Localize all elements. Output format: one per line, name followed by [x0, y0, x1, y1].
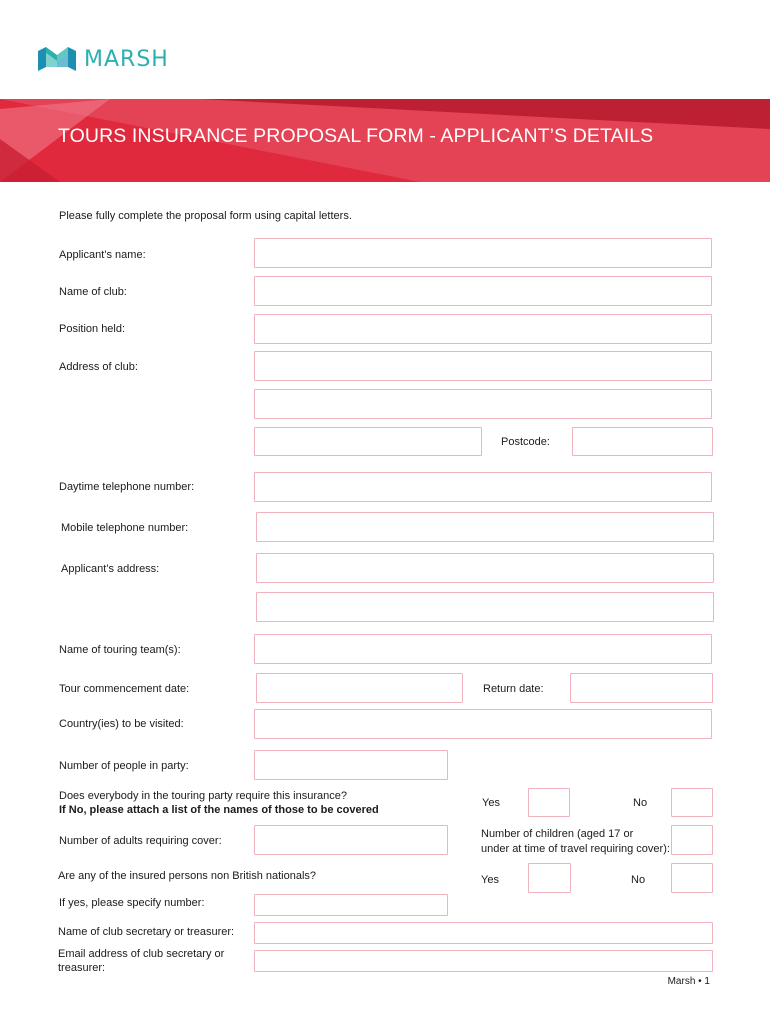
page-title: TOURS INSURANCE PROPOSAL FORM - APPLICANT’S DETAILS	[58, 125, 654, 147]
position-label: Position held:	[59, 323, 126, 335]
adults-label: Number of adults requiring cover:	[59, 835, 222, 847]
email-label-line2: treasurer:	[58, 962, 106, 974]
intro-text: Please fully complete the proposal form using capital letters.	[59, 210, 352, 222]
mobile-phone-field[interactable]	[256, 512, 714, 542]
club-name-field[interactable]	[254, 276, 712, 306]
secretary-name-field[interactable]	[254, 922, 713, 944]
non-british-no-box[interactable]	[671, 863, 713, 893]
countries-field[interactable]	[254, 709, 712, 739]
club-address-field-2[interactable]	[254, 389, 712, 419]
secretary-name-label: Name of club secretary or treasurer:	[58, 926, 235, 938]
club-address-field-1[interactable]	[254, 351, 712, 381]
email-field[interactable]	[254, 950, 713, 972]
marsh-logo-icon	[38, 47, 76, 71]
children-label-line1: Number of children (aged 17 or	[481, 828, 634, 840]
touring-team-label: Name of touring team(s):	[59, 644, 181, 656]
specify-number-field[interactable]	[254, 894, 448, 916]
commencement-date-field[interactable]	[256, 673, 463, 703]
require-yes-box[interactable]	[528, 788, 570, 817]
non-british-no-label: No	[631, 874, 646, 886]
club-address-field-3[interactable]	[254, 427, 482, 456]
position-field[interactable]	[254, 314, 712, 344]
page-footer: Marsh • 1	[667, 976, 710, 987]
applicant-address-field-1[interactable]	[256, 553, 714, 583]
countries-label: Country(ies) to be visited:	[59, 718, 184, 730]
applicant-name-field[interactable]	[254, 238, 712, 268]
children-label-line2: under at time of travel requiring cover):	[481, 843, 670, 855]
require-yes-label: Yes	[482, 797, 500, 809]
return-date-field[interactable]	[570, 673, 713, 703]
touring-team-field[interactable]	[254, 634, 712, 664]
postcode-label: Postcode:	[501, 436, 550, 448]
children-field[interactable]	[671, 825, 713, 855]
email-label-line1: Email address of club secretary or	[58, 948, 225, 960]
require-insurance-question: Does everybody in the touring party require this insurance?	[59, 790, 347, 802]
club-address-label: Address of club:	[59, 361, 138, 373]
people-in-party-label: Number of people in party:	[59, 760, 189, 772]
require-insurance-note: If No, please attach a list of the names of those to be covered	[59, 804, 379, 816]
return-date-label: Return date:	[483, 683, 544, 695]
daytime-phone-label: Daytime telephone number:	[59, 481, 195, 493]
applicant-name-label: Applicant’s name:	[59, 249, 146, 261]
non-british-yes-label: Yes	[481, 874, 499, 886]
require-no-label: No	[633, 797, 648, 809]
postcode-field[interactable]	[572, 427, 713, 456]
commencement-date-label: Tour commencement date:	[59, 683, 190, 695]
people-in-party-field[interactable]	[254, 750, 448, 780]
mobile-phone-label: Mobile telephone number:	[61, 522, 189, 534]
title-banner	[0, 99, 770, 182]
brand-name: MARSH	[84, 46, 169, 72]
marsh-logo	[38, 46, 169, 72]
adults-field[interactable]	[254, 825, 448, 855]
applicant-address-label: Applicant’s address:	[61, 563, 160, 575]
require-no-box[interactable]	[671, 788, 713, 817]
non-british-yes-box[interactable]	[528, 863, 571, 893]
specify-number-label: If yes, please specify number:	[59, 897, 205, 909]
daytime-phone-field[interactable]	[254, 472, 712, 502]
non-british-question: Are any of the insured persons non British nationals?	[58, 870, 317, 882]
applicant-address-field-2[interactable]	[256, 592, 714, 622]
club-name-label: Name of club:	[59, 286, 127, 298]
